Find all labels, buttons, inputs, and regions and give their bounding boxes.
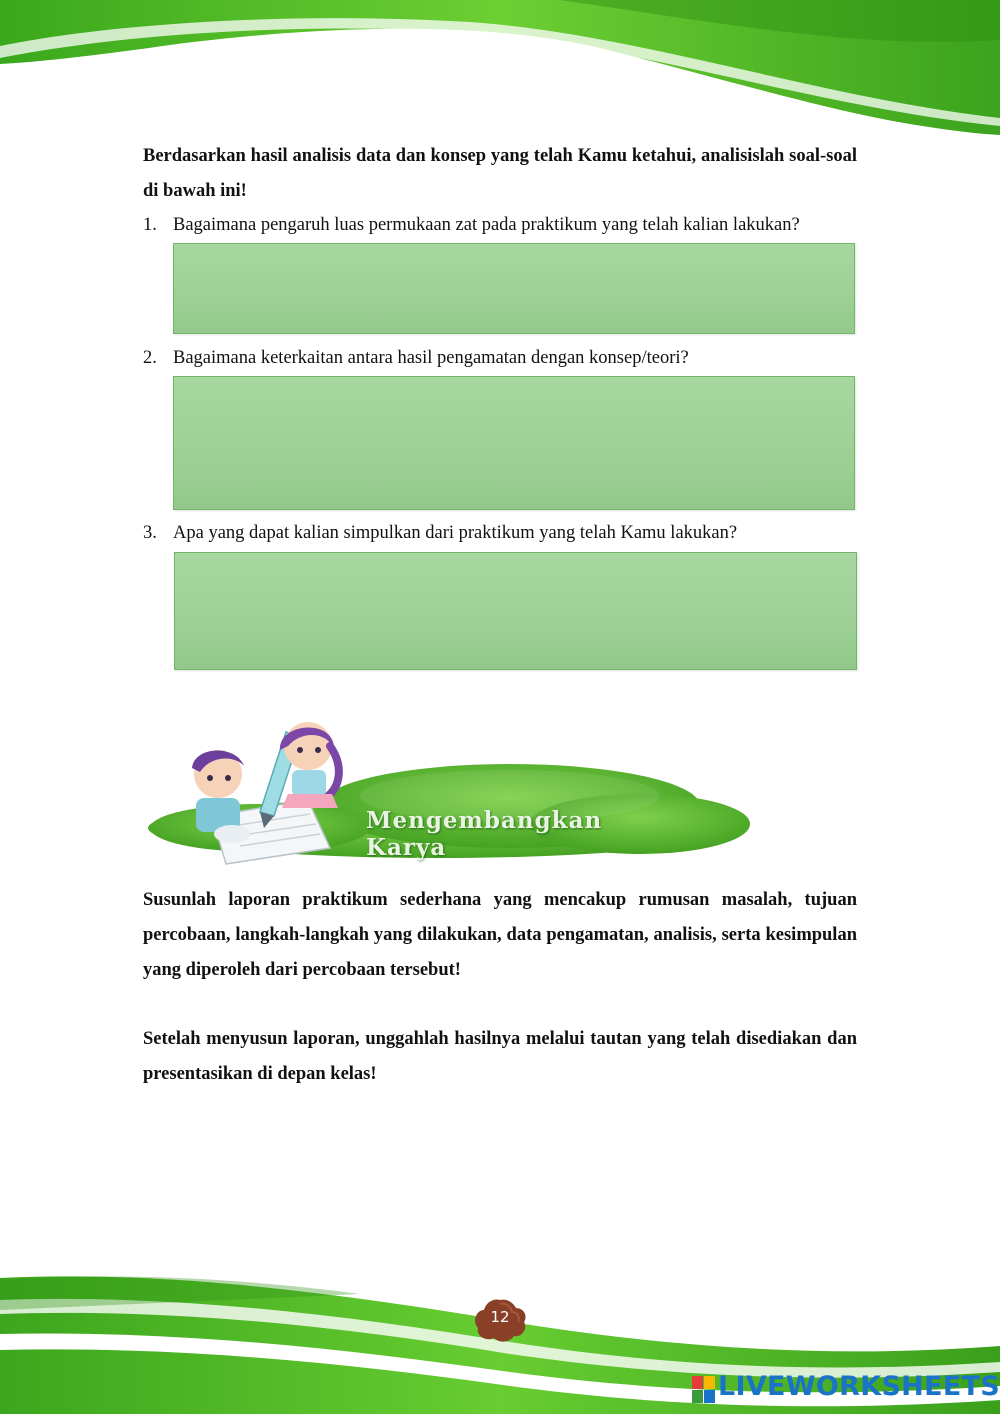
brand-name: LIVEWORKSHEETS bbox=[718, 1371, 1000, 1402]
question-number: 2. bbox=[143, 348, 157, 368]
question-1 bbox=[143, 213, 863, 237]
answer-box-3[interactable] bbox=[174, 552, 857, 670]
liveworksheets-logo-icon bbox=[692, 1374, 716, 1406]
question-text: Apa yang dapat kalian simpulkan dari praktikum yang telah Kamu lakukan? bbox=[173, 523, 738, 543]
question-text: Bagaimana keterkaitan antara hasil pengamatan dengan konsep/teori? bbox=[173, 348, 689, 368]
answer-box-2[interactable] bbox=[173, 376, 855, 510]
section-title: Mengembangkan Karya bbox=[366, 807, 603, 861]
intro-instruction: Berdasarkan hasil analisis data dan konsep yang telah Kamu ketahui, analisislah soal-soal di bawah ini! bbox=[143, 146, 857, 201]
question-3 bbox=[143, 521, 863, 545]
answer-box-1[interactable] bbox=[173, 243, 855, 334]
question-2 bbox=[143, 346, 863, 370]
question-number: 3. bbox=[143, 523, 157, 543]
header-wave-decoration bbox=[0, 0, 1000, 150]
task-paragraph-2: Setelah menyusun laporan, unggahlah hasilnya melalui tautan yang telah disediakan dan presentasikan di depan kelas! bbox=[143, 1029, 857, 1084]
boy-illustration-icon bbox=[192, 750, 250, 843]
question-text: Bagaimana pengaruh luas permukaan zat pada praktikum yang telah kalian lakukan? bbox=[173, 215, 800, 235]
page-number: 12 bbox=[490, 1308, 510, 1326]
task-paragraph-1: Susunlah laporan praktikum sederhana yang mencakup rumusan masalah, tujuan percobaan, langkah-langkah yang dilakukan, data pengamatan, analisis, serta kesimpulan yang diperoleh dari percobaan tersebut! bbox=[143, 890, 857, 980]
question-number: 1. bbox=[143, 215, 157, 235]
